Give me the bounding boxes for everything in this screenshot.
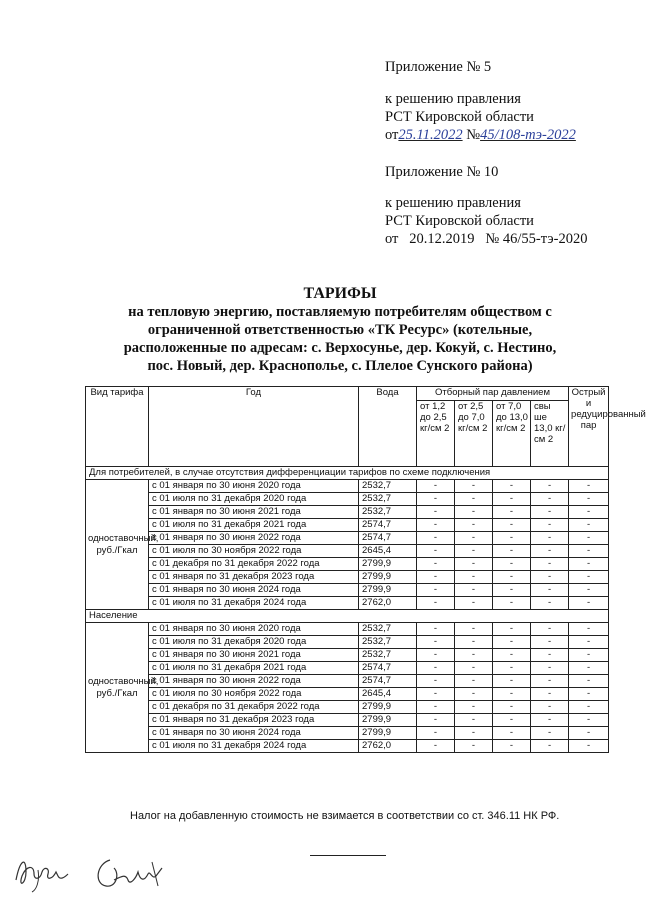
steam-tariff-cell: - bbox=[493, 532, 531, 545]
steam-tariff-cell: - bbox=[417, 649, 455, 662]
water-tariff-cell: 2574,7 bbox=[359, 675, 417, 688]
period-cell: с 01 июля по 31 декабря 2024 года bbox=[149, 597, 359, 610]
steam-tariff-cell: - bbox=[417, 558, 455, 571]
section-label: Население bbox=[86, 610, 609, 623]
appendix5-title: Приложение № 5 bbox=[385, 59, 492, 75]
steam-tariff-cell: - bbox=[569, 597, 609, 610]
steam-tariff-cell: - bbox=[417, 584, 455, 597]
steam-tariff-cell: - bbox=[493, 623, 531, 636]
period-cell: с 01 декабря по 31 декабря 2022 года bbox=[149, 558, 359, 571]
table-row bbox=[86, 571, 609, 584]
steam-tariff-cell: - bbox=[417, 727, 455, 740]
steam-tariff-cell: - bbox=[531, 545, 569, 558]
steam-tariff-cell: - bbox=[531, 480, 569, 493]
steam-tariff-cell: - bbox=[417, 701, 455, 714]
steam-tariff-cell: - bbox=[455, 493, 493, 506]
header-steam-col-4: свы ше 13,0 кг/см 2 bbox=[531, 401, 569, 467]
table-row bbox=[86, 688, 609, 701]
steam-tariff-cell: - bbox=[493, 506, 531, 519]
title-line4: пос. Новый, дер. Краснополье, с. Плелое Сунского района) bbox=[147, 358, 533, 374]
appendix5-line1: к решению правления bbox=[385, 91, 521, 107]
period-cell: с 01 января по 30 июня 2022 года bbox=[149, 532, 359, 545]
period-cell: с 01 января по 30 июня 2022 года bbox=[149, 675, 359, 688]
document-title bbox=[100, 285, 580, 375]
table-row bbox=[86, 740, 609, 753]
water-tariff-cell: 2532,7 bbox=[359, 623, 417, 636]
steam-tariff-cell: - bbox=[455, 727, 493, 740]
steam-tariff-cell: - bbox=[569, 571, 609, 584]
table-row bbox=[86, 727, 609, 740]
period-cell: с 01 июля по 31 декабря 2020 года bbox=[149, 636, 359, 649]
steam-tariff-cell: - bbox=[493, 714, 531, 727]
steam-tariff-cell: - bbox=[455, 597, 493, 610]
table-row bbox=[86, 675, 609, 688]
appendix5-from-label: от bbox=[385, 127, 399, 143]
steam-tariff-cell: - bbox=[569, 519, 609, 532]
steam-tariff-cell: - bbox=[493, 688, 531, 701]
table-row bbox=[86, 636, 609, 649]
steam-tariff-cell: - bbox=[531, 740, 569, 753]
steam-tariff-cell: - bbox=[569, 623, 609, 636]
table-row bbox=[86, 480, 609, 493]
steam-tariff-cell: - bbox=[531, 701, 569, 714]
steam-tariff-cell: - bbox=[569, 740, 609, 753]
water-tariff-cell: 2799,9 bbox=[359, 584, 417, 597]
water-tariff-cell: 2762,0 bbox=[359, 740, 417, 753]
table-row bbox=[86, 493, 609, 506]
steam-tariff-cell: - bbox=[531, 688, 569, 701]
header-steam-col-3: от 7,0 до 13,0 кг/см 2 bbox=[493, 401, 531, 467]
appendix10-title: Приложение № 10 bbox=[385, 164, 499, 180]
steam-tariff-cell: - bbox=[531, 675, 569, 688]
period-cell: с 01 июля по 31 декабря 2020 года bbox=[149, 493, 359, 506]
header-steam-col-2: от 2,5 до 7,0 кг/см 2 bbox=[455, 401, 493, 467]
steam-tariff-cell: - bbox=[455, 532, 493, 545]
appendix10-line1: к решению правления bbox=[385, 195, 521, 211]
steam-tariff-cell: - bbox=[455, 584, 493, 597]
table-row bbox=[86, 623, 609, 636]
steam-tariff-cell: - bbox=[417, 662, 455, 675]
steam-tariff-cell: - bbox=[417, 493, 455, 506]
steam-tariff-cell: - bbox=[417, 714, 455, 727]
steam-tariff-cell: - bbox=[531, 493, 569, 506]
steam-tariff-cell: - bbox=[417, 506, 455, 519]
steam-tariff-cell: - bbox=[417, 532, 455, 545]
table-body bbox=[86, 467, 609, 753]
table-row bbox=[86, 519, 609, 532]
appendix5-decision-line bbox=[385, 126, 576, 144]
steam-tariff-cell: - bbox=[531, 519, 569, 532]
tariff-table bbox=[85, 386, 646, 753]
steam-tariff-cell: - bbox=[531, 597, 569, 610]
table-row bbox=[86, 701, 609, 714]
water-tariff-cell: 2645,4 bbox=[359, 545, 417, 558]
table-row bbox=[86, 545, 609, 558]
header-steam-col-1: от 1,2 до 2,5 кг/см 2 bbox=[417, 401, 455, 467]
water-tariff-cell: 2574,7 bbox=[359, 532, 417, 545]
water-tariff-cell: 2799,9 bbox=[359, 714, 417, 727]
steam-tariff-cell: - bbox=[455, 636, 493, 649]
water-tariff-cell: 2574,7 bbox=[359, 519, 417, 532]
steam-tariff-cell: - bbox=[493, 480, 531, 493]
steam-tariff-cell: - bbox=[531, 532, 569, 545]
table-row bbox=[86, 649, 609, 662]
steam-tariff-cell: - bbox=[531, 584, 569, 597]
steam-tariff-cell: - bbox=[531, 571, 569, 584]
table-row bbox=[86, 597, 609, 610]
appendix10-line3: от 20.12.2019 № 46/55-тэ-2020 bbox=[385, 231, 588, 247]
appendix5-date: 25.11.2022 bbox=[398, 127, 463, 143]
steam-tariff-cell: - bbox=[455, 480, 493, 493]
title-line1: на тепловую энергию, поставляемую потребителям обществом с bbox=[128, 304, 552, 320]
steam-tariff-cell: - bbox=[569, 506, 609, 519]
steam-tariff-cell: - bbox=[493, 519, 531, 532]
tariff-kind-cell: одноставочный, руб./Гкал bbox=[86, 623, 149, 753]
period-cell: с 01 января по 31 декабря 2023 года bbox=[149, 714, 359, 727]
water-tariff-cell: 2574,7 bbox=[359, 662, 417, 675]
section-label-row bbox=[86, 610, 609, 623]
handwritten-signature-1 bbox=[12, 850, 78, 894]
period-cell: с 01 января по 30 июня 2020 года bbox=[149, 480, 359, 493]
period-cell: с 01 июля по 30 ноября 2022 года bbox=[149, 688, 359, 701]
steam-tariff-cell: - bbox=[455, 662, 493, 675]
steam-tariff-cell: - bbox=[569, 480, 609, 493]
steam-tariff-cell: - bbox=[569, 545, 609, 558]
tariff-kind-cell: одноставочный, руб./Гкал bbox=[86, 480, 149, 610]
appendix10-line2: РСТ Кировской области bbox=[385, 213, 534, 229]
steam-tariff-cell: - bbox=[455, 740, 493, 753]
steam-tariff-cell: - bbox=[455, 506, 493, 519]
steam-tariff-cell: - bbox=[493, 597, 531, 610]
period-cell: с 01 января по 30 июня 2021 года bbox=[149, 649, 359, 662]
steam-tariff-cell: - bbox=[455, 558, 493, 571]
title-line3: расположенные по адресам: с. Верхосунье, дер. Кокуй, с. Нестино, bbox=[123, 340, 557, 356]
steam-tariff-cell: - bbox=[417, 675, 455, 688]
appendix5-line2: РСТ Кировской области bbox=[385, 109, 534, 125]
steam-tariff-cell: - bbox=[569, 701, 609, 714]
water-tariff-cell: 2532,7 bbox=[359, 506, 417, 519]
period-cell: с 01 января по 31 декабря 2023 года bbox=[149, 571, 359, 584]
steam-tariff-cell: - bbox=[455, 675, 493, 688]
header-year: Год bbox=[149, 387, 359, 467]
steam-tariff-cell: - bbox=[493, 571, 531, 584]
steam-tariff-cell: - bbox=[417, 636, 455, 649]
steam-tariff-cell: - bbox=[455, 571, 493, 584]
steam-tariff-cell: - bbox=[455, 701, 493, 714]
steam-tariff-cell: - bbox=[455, 688, 493, 701]
water-tariff-cell: 2799,9 bbox=[359, 727, 417, 740]
appendix5-number-label: № bbox=[466, 127, 481, 143]
period-cell: с 01 июля по 30 ноября 2022 года bbox=[149, 545, 359, 558]
divider-line bbox=[310, 855, 386, 856]
steam-tariff-cell: - bbox=[417, 688, 455, 701]
steam-tariff-cell: - bbox=[455, 649, 493, 662]
steam-tariff-cell: - bbox=[493, 545, 531, 558]
header-water: Вода bbox=[359, 387, 417, 467]
steam-tariff-cell: - bbox=[493, 493, 531, 506]
steam-tariff-cell: - bbox=[493, 701, 531, 714]
water-tariff-cell: 2799,9 bbox=[359, 701, 417, 714]
water-tariff-cell: 2532,7 bbox=[359, 649, 417, 662]
section-label: Для потребителей, в случае отсутствия дифференциации тарифов по схеме подключения bbox=[86, 467, 609, 480]
steam-tariff-cell: - bbox=[531, 558, 569, 571]
title-main: ТАРИФЫ bbox=[303, 285, 377, 302]
table-row bbox=[86, 532, 609, 545]
steam-tariff-cell: - bbox=[531, 714, 569, 727]
header-steam: Отборный пар давлением bbox=[417, 387, 569, 401]
steam-tariff-cell: - bbox=[569, 727, 609, 740]
steam-tariff-cell: - bbox=[417, 571, 455, 584]
steam-tariff-cell: - bbox=[531, 506, 569, 519]
period-cell: с 01 июля по 31 декабря 2021 года bbox=[149, 662, 359, 675]
steam-tariff-cell: - bbox=[417, 480, 455, 493]
steam-tariff-cell: - bbox=[493, 649, 531, 662]
title-line2: ограниченной ответственностью «ТК Ресурс» (котельные, bbox=[147, 322, 533, 338]
water-tariff-cell: 2799,9 bbox=[359, 571, 417, 584]
period-cell: с 01 января по 30 июня 2020 года bbox=[149, 623, 359, 636]
steam-tariff-cell: - bbox=[493, 727, 531, 740]
steam-tariff-cell: - bbox=[455, 714, 493, 727]
handwritten-signature-2 bbox=[92, 850, 172, 894]
steam-tariff-cell: - bbox=[417, 519, 455, 532]
water-tariff-cell: 2645,4 bbox=[359, 688, 417, 701]
steam-tariff-cell: - bbox=[569, 636, 609, 649]
table-header bbox=[86, 387, 646, 467]
steam-tariff-cell: - bbox=[531, 727, 569, 740]
steam-tariff-cell: - bbox=[569, 584, 609, 597]
table-row bbox=[86, 662, 609, 675]
steam-tariff-cell: - bbox=[455, 545, 493, 558]
steam-tariff-cell: - bbox=[417, 740, 455, 753]
period-cell: с 01 июля по 31 декабря 2021 года bbox=[149, 519, 359, 532]
header-sharp-steam: Острый и редуцированный пар bbox=[569, 387, 609, 467]
steam-tariff-cell: - bbox=[569, 714, 609, 727]
steam-tariff-cell: - bbox=[493, 636, 531, 649]
steam-tariff-cell: - bbox=[493, 558, 531, 571]
steam-tariff-cell: - bbox=[531, 662, 569, 675]
water-tariff-cell: 2532,7 bbox=[359, 480, 417, 493]
steam-tariff-cell: - bbox=[493, 662, 531, 675]
table-row bbox=[86, 506, 609, 519]
steam-tariff-cell: - bbox=[569, 558, 609, 571]
steam-tariff-cell: - bbox=[569, 532, 609, 545]
steam-tariff-cell: - bbox=[493, 675, 531, 688]
steam-tariff-cell: - bbox=[569, 662, 609, 675]
steam-tariff-cell: - bbox=[493, 584, 531, 597]
table-row bbox=[86, 558, 609, 571]
steam-tariff-cell: - bbox=[417, 623, 455, 636]
steam-tariff-cell: - bbox=[455, 519, 493, 532]
period-cell: с 01 января по 30 июня 2024 года bbox=[149, 584, 359, 597]
steam-tariff-cell: - bbox=[531, 636, 569, 649]
water-tariff-cell: 2799,9 bbox=[359, 558, 417, 571]
period-cell: с 01 июля по 31 декабря 2024 года bbox=[149, 740, 359, 753]
water-tariff-cell: 2532,7 bbox=[359, 636, 417, 649]
steam-tariff-cell: - bbox=[417, 597, 455, 610]
steam-tariff-cell: - bbox=[569, 493, 609, 506]
period-cell: с 01 января по 30 июня 2021 года bbox=[149, 506, 359, 519]
appendix5-number: 45/108-тэ-2022 bbox=[480, 127, 576, 143]
steam-tariff-cell: - bbox=[569, 688, 609, 701]
table-row bbox=[86, 584, 609, 597]
water-tariff-cell: 2762,0 bbox=[359, 597, 417, 610]
steam-tariff-cell: - bbox=[569, 649, 609, 662]
steam-tariff-cell: - bbox=[569, 675, 609, 688]
steam-tariff-cell: - bbox=[455, 623, 493, 636]
section-label-row bbox=[86, 467, 609, 480]
period-cell: с 01 декабря по 31 декабря 2022 года bbox=[149, 701, 359, 714]
steam-tariff-cell: - bbox=[493, 740, 531, 753]
water-tariff-cell: 2532,7 bbox=[359, 493, 417, 506]
steam-tariff-cell: - bbox=[417, 545, 455, 558]
vat-note: Налог на добавленную стоимость не взимается в соответствии со ст. 346.11 НК РФ. bbox=[130, 810, 560, 822]
table-row bbox=[86, 714, 609, 727]
steam-tariff-cell: - bbox=[531, 649, 569, 662]
period-cell: с 01 января по 30 июня 2024 года bbox=[149, 727, 359, 740]
steam-tariff-cell: - bbox=[531, 623, 569, 636]
header-kind: Вид тарифа bbox=[86, 387, 149, 467]
